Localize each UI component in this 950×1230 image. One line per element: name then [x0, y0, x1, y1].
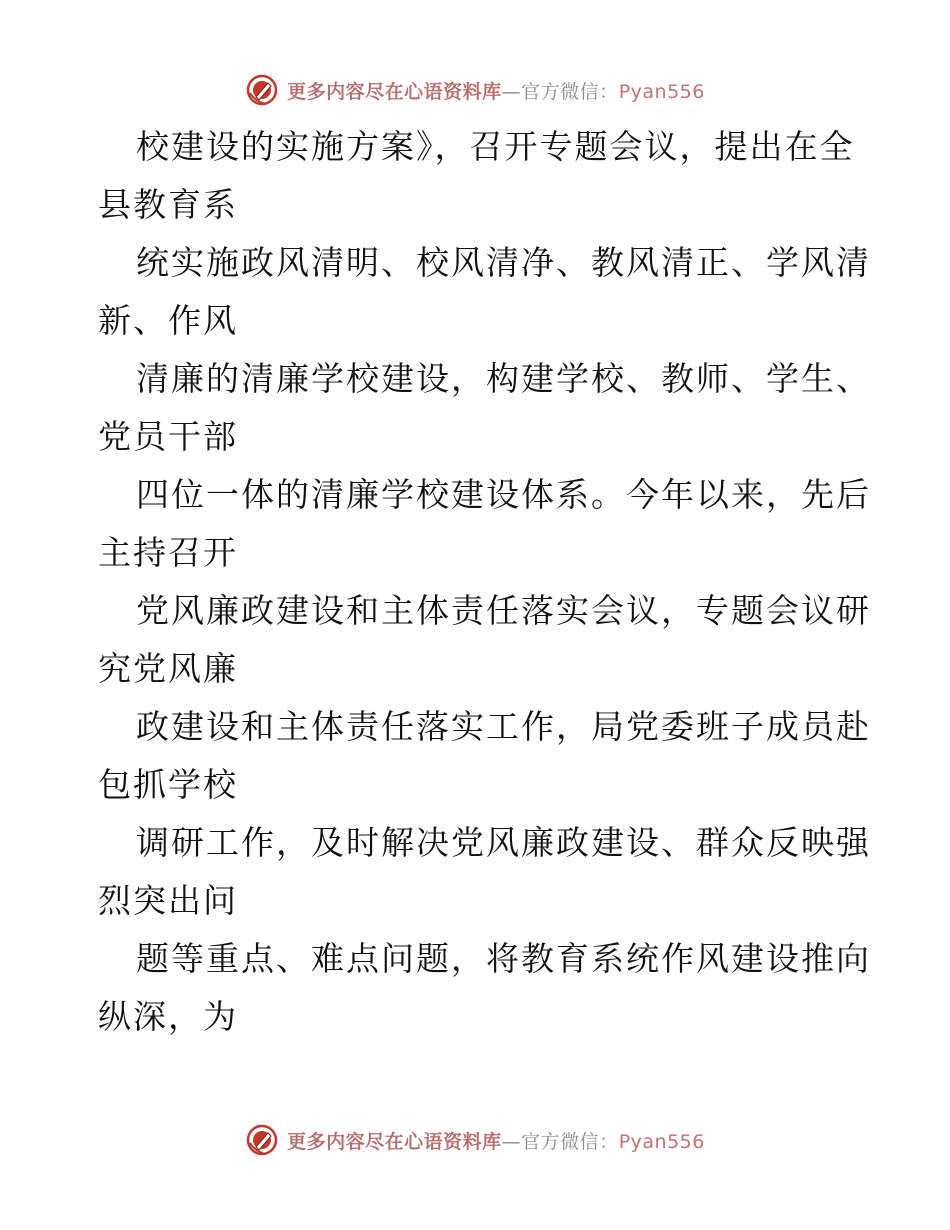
footer-banner	[0, 1120, 950, 1160]
text-line: 调研工作，及时解决党风廉政建设、群众反映强	[136, 823, 871, 862]
footer-banner-text	[287, 1127, 705, 1154]
header-banner-suffix: 官方微信：	[521, 80, 619, 103]
document-body	[98, 118, 871, 1046]
text-line: 究党风廉	[98, 649, 238, 688]
text-line: 党员干部	[98, 417, 238, 456]
header-banner-handle: Pyan556	[618, 80, 705, 103]
footer-banner-separator: —	[501, 1130, 522, 1153]
header-banner-separator: —	[501, 80, 522, 103]
text-line: 题等重点、难点问题，将教育系统作风建设推向	[136, 939, 871, 978]
text-line: 主持召开	[98, 533, 238, 572]
text-line: 清廉的清廉学校建设，构建学校、教师、学生、	[136, 359, 871, 398]
header-banner-main: 更多内容尽在心语资料库	[287, 80, 502, 103]
text-line: 政建设和主体责任落实工作，局党委班子成员赴	[136, 707, 871, 746]
pen-nib-circle-logo-icon	[245, 1123, 279, 1157]
text-line: 新、作风	[98, 301, 238, 340]
header-banner-text	[287, 77, 705, 104]
text-line: 烈突出问	[98, 881, 238, 920]
text-line: 包抓学校	[98, 765, 238, 804]
footer-banner-main: 更多内容尽在心语资料库	[287, 1130, 502, 1153]
text-line: 四位一体的清廉学校建设体系。今年以来，先后	[136, 475, 871, 514]
footer-banner-suffix: 官方微信：	[521, 1130, 619, 1153]
text-line: 县教育系	[98, 185, 238, 224]
header-banner	[0, 70, 950, 110]
text-line: 校建设的实施方案》，召开专题会议，提出在全	[136, 127, 855, 166]
pen-nib-circle-logo-icon	[245, 73, 279, 107]
text-line: 统实施政风清明、校风清净、教风清正、学风清	[136, 243, 871, 282]
text-line: 党风廉政建设和主体责任落实会议，专题会议研	[136, 591, 871, 630]
text-line: 纵深，为	[98, 997, 238, 1036]
footer-banner-handle: Pyan556	[618, 1130, 705, 1153]
